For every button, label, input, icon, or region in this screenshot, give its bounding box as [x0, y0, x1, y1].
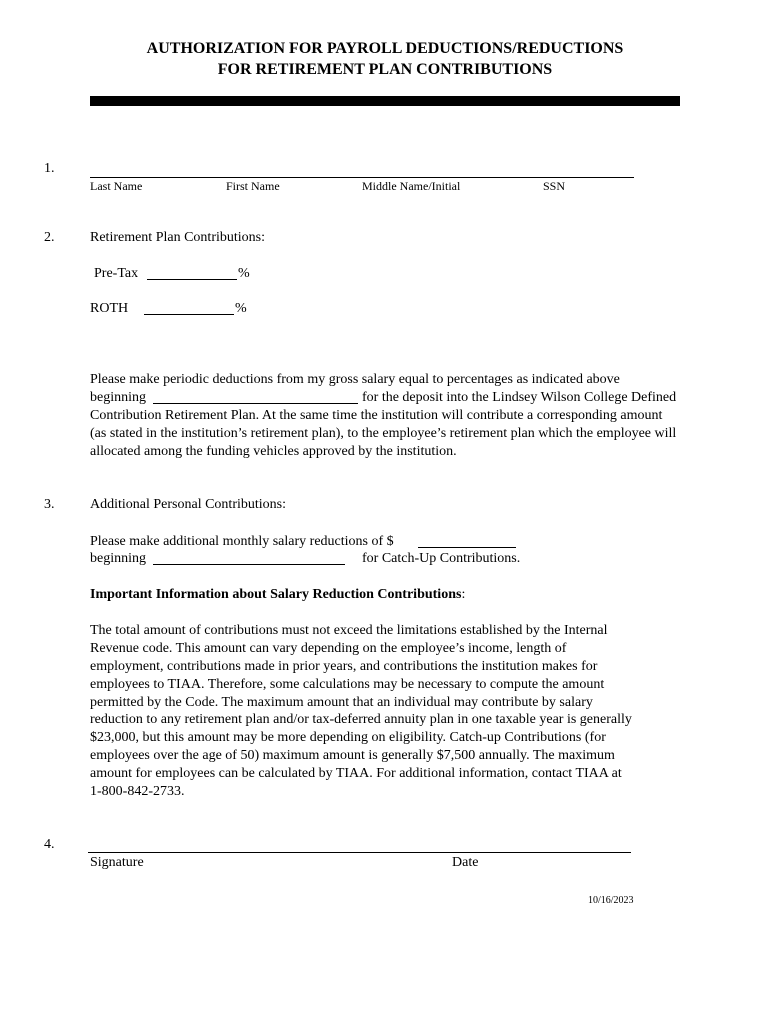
info-line-9: amount for employees can be calculated by TIAA. For additional information, contact TIAA at	[90, 766, 622, 781]
info-line-8: employees over the age of 50) maximum amount is generally $7,500 annually. The maximum	[90, 748, 615, 763]
deduction-para-line1: Please make periodic deductions from my gross salary equal to percentages as indicated above	[90, 372, 620, 387]
info-line-6: reduction to any retirement plan and/or tax-deferred annuity plan in one taxable year is generally	[90, 712, 632, 727]
info-line-1: The total amount of contributions must not exceed the limitations established by the Internal	[90, 623, 608, 638]
deduction-para-line3: Contribution Retirement Plan. At the same time the institution will contribute a corresponding amount	[90, 408, 663, 423]
deduction-para-beginning: beginning	[90, 390, 146, 405]
section2-heading: Retirement Plan Contributions:	[90, 230, 265, 245]
important-info-heading: Important Information about Salary Reduction Contributions	[90, 587, 462, 602]
section1-number: 1.	[44, 161, 55, 176]
section2-number: 2.	[44, 230, 55, 245]
pretax-percent-sign: %	[238, 266, 250, 281]
additional-begin-date-input[interactable]	[153, 564, 345, 565]
info-line-5: permitted by the Code. The maximum amount that an individual may contribute by salary	[90, 695, 593, 710]
important-info-heading-wrap	[90, 586, 465, 604]
section3-heading: Additional Personal Contributions:	[90, 497, 286, 512]
additional-beginning-label: beginning	[90, 551, 146, 566]
deduction-para-line5: allocated among the funding vehicles approved by the institution.	[90, 444, 457, 459]
last-name-label: Last Name	[90, 179, 143, 193]
deduction-para-line4: (as stated in the institution’s retirement plan), to the employee’s retirement plan which the employee will	[90, 426, 677, 441]
first-name-label: First Name	[226, 179, 280, 193]
revision-date: 10/16/2023	[588, 895, 634, 906]
ssn-label: SSN	[543, 179, 566, 193]
info-line-10: 1-800-842-2733.	[90, 784, 185, 799]
info-line-3: employment, contributions made in prior years, and contributions the institution makes for	[90, 659, 598, 674]
middle-name-label: Middle Name/Initial	[362, 179, 461, 193]
info-line-7: $23,000, but this amount may be more depending on eligibility. Catch-up Contributions (for	[90, 730, 606, 745]
roth-percent-input[interactable]	[144, 314, 234, 315]
title-divider	[90, 96, 680, 106]
important-info-colon: :	[461, 587, 466, 602]
info-line-4: employees to TIAA. Therefore, some calculations may be necessary to compute the amount	[90, 677, 605, 692]
deduction-para-line2: for the deposit into the Lindsey Wilson College Defined	[362, 390, 677, 405]
section3-number: 3.	[44, 497, 55, 512]
date-label: Date	[452, 855, 479, 870]
roth-label: ROTH	[90, 301, 129, 316]
form-title-line2: FOR RETIREMENT PLAN CONTRIBUTIONS	[217, 61, 553, 78]
form-title-line1: AUTHORIZATION FOR PAYROLL DEDUCTIONS/REDUCTIONS	[146, 40, 624, 57]
signature-date-input-line[interactable]	[88, 852, 631, 853]
signature-label: Signature	[90, 855, 144, 870]
roth-percent-sign: %	[235, 301, 247, 316]
additional-amount-input[interactable]	[418, 547, 516, 548]
name-ssn-input-line[interactable]	[90, 177, 634, 178]
section4-number: 4.	[44, 837, 55, 852]
pretax-label: Pre-Tax	[94, 266, 139, 281]
pretax-percent-input[interactable]	[147, 279, 237, 280]
info-line-2: Revenue code. This amount can vary depending on the employee’s income, length of	[90, 641, 567, 656]
deduction-begin-date-input[interactable]	[153, 403, 358, 404]
additional-reduction-text: Please make additional monthly salary reductions of $	[90, 534, 394, 549]
catch-up-text: for Catch-Up Contributions.	[362, 551, 521, 566]
